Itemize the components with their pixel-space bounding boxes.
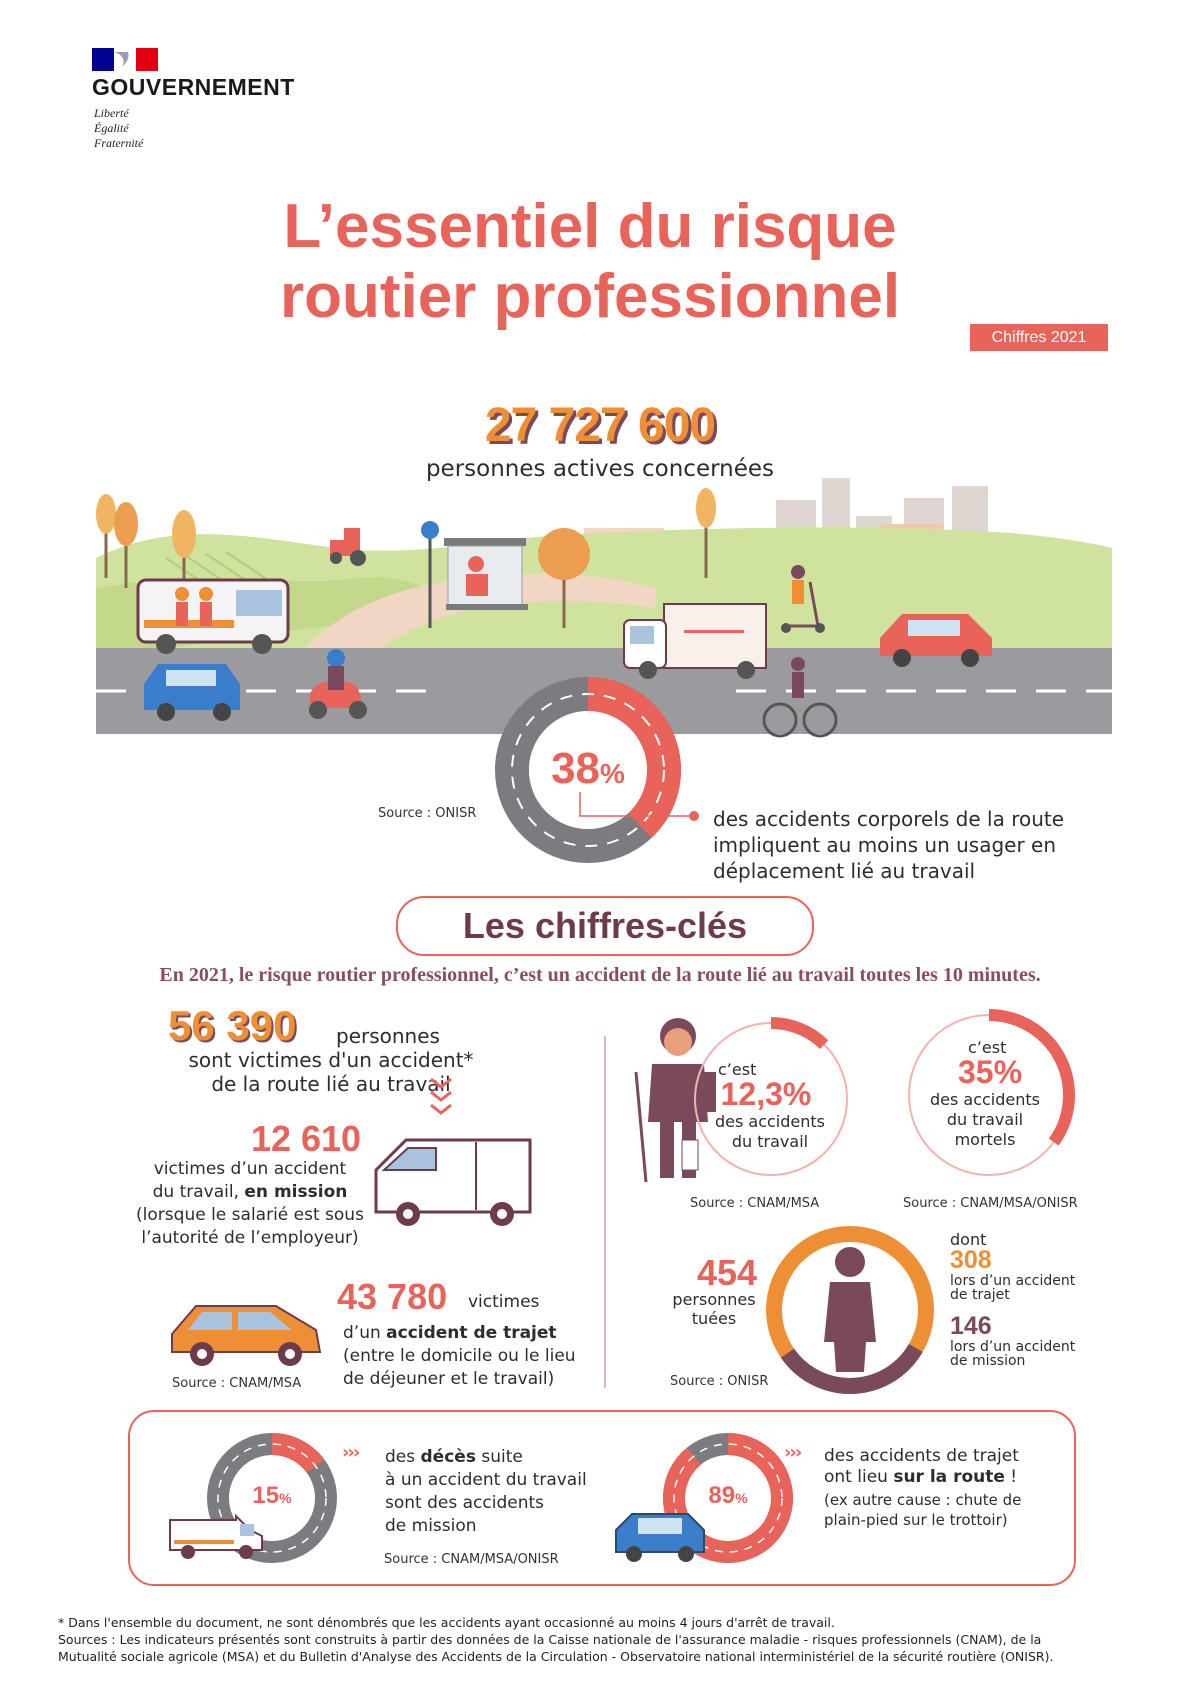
commute-line1-bold: accident de trajet <box>386 1323 557 1343</box>
mission-line2-bold: en mission <box>244 1182 348 1202</box>
deaths-mission-text <box>950 1340 1075 1368</box>
year-badge: Chiffres 2021 <box>970 324 1108 351</box>
mission-line2 <box>120 1181 380 1204</box>
work-van-icon <box>138 580 288 654</box>
mission-line3: (lorsque le salarié est sous <box>136 1205 364 1225</box>
t89-line2-post: ! <box>1004 1467 1018 1487</box>
t89-line1: des accidents de trajet <box>824 1446 1019 1466</box>
mission-line4: l’autorité de l’employeur) <box>141 1228 359 1248</box>
pct-89-text <box>824 1446 1064 1488</box>
t89-line3: (ex autre cause : chute de <box>824 1491 1022 1509</box>
pct-15-text <box>385 1446 605 1538</box>
stat-35-value: 35% <box>957 1054 1023 1090</box>
small-van-icon <box>166 1510 266 1562</box>
pct-15-sign: % <box>279 1490 292 1506</box>
deaths-mission-number: 146 <box>950 1312 992 1340</box>
pct-38-value: 38 <box>551 744 601 793</box>
t15-line4: de mission <box>385 1516 477 1536</box>
victims-line2: de la route lié au travail <box>211 1072 451 1096</box>
commute-line1-pre: d’un <box>343 1323 387 1343</box>
deaths-text <box>648 1290 780 1328</box>
pct-38-description <box>713 806 1113 884</box>
t15-line2: à un accident du travail <box>385 1470 587 1490</box>
commute-text-a: victimes <box>468 1292 540 1312</box>
pct-89-label <box>688 1482 768 1510</box>
mission-text <box>120 1158 380 1250</box>
mission-line2-pre: du travail, <box>152 1182 245 1202</box>
footnote <box>58 1614 1148 1665</box>
pct-89-value: 89 <box>708 1482 736 1509</box>
key-figures-intro: En 2021, le risque routier professionnel, c’est un accident de la route lié au travail toutes les 10 minutes. <box>159 964 1041 986</box>
pct-38-label <box>528 744 648 794</box>
deaths-mission-line1: lors d’un accident <box>950 1339 1076 1355</box>
deaths-commute-line2: de trajet <box>950 1287 1010 1303</box>
active-people-caption: personnes actives concernées <box>425 456 775 482</box>
source-cnam-msa-2: Source : CNAM/MSA <box>690 1196 820 1211</box>
arrows-15-icon: ››› <box>342 1442 359 1463</box>
marianne-logo <box>92 48 158 71</box>
active-people-number: 27 727 600 <box>484 399 716 452</box>
commute-text <box>343 1322 603 1391</box>
stat-35-prefix: c’est <box>968 1038 1007 1057</box>
pct-89-note <box>824 1490 1064 1530</box>
victims-number: 56 390 <box>168 1002 297 1049</box>
victims-text-a: personnes <box>336 1024 440 1048</box>
small-blue-car-icon <box>610 1508 710 1564</box>
commute-line2: (entre le domicile ou le lieu <box>343 1346 576 1366</box>
source-onisr-2: Source : ONISR <box>670 1374 769 1389</box>
source-cnam-msa-onisr: Source : CNAM/MSA/ONISR <box>903 1196 1078 1211</box>
commute-number: 43 780 <box>337 1276 448 1317</box>
column-divider <box>604 1036 606 1388</box>
t15-post: suite <box>475 1447 523 1467</box>
stat-12-text <box>700 1112 840 1152</box>
desc38-line3: déplacement lié au travail <box>713 859 976 883</box>
stat-12-prefix: c’est <box>718 1060 757 1079</box>
pct-38-sign: % <box>600 758 625 789</box>
footnote-line3: Mutualité sociale agricole (MSA) et du Bulletin d'Analyse des Accidents de la Circulation - Observatoire national interministériel de la sécurité routière (ONISR). <box>58 1649 1054 1664</box>
deaths-commute-text <box>950 1274 1075 1302</box>
t15-bold: décès <box>420 1447 476 1467</box>
person-silhouette-icon <box>824 1247 876 1372</box>
pct-15-value: 15 <box>252 1482 280 1509</box>
deaths-number: 454 <box>696 1252 758 1293</box>
t89-line2 <box>824 1467 1064 1488</box>
commute-line3: de déjeuner et le travail) <box>343 1369 555 1389</box>
deaths-line2: tuées <box>691 1309 737 1328</box>
desc38-line1: des accidents corporels de la route <box>713 807 1065 831</box>
motto-egalite: Égalité <box>94 121 129 135</box>
deaths-commute-line1: lors d’un accident <box>950 1273 1076 1289</box>
motto-liberte: Liberté <box>94 106 129 120</box>
pct-15-label <box>232 1482 312 1510</box>
deaths-commute-number: 308 <box>950 1246 992 1274</box>
title-line1: L’essentiel du risque <box>283 192 897 261</box>
key-figures-title: Les chiffres-clés <box>396 896 814 956</box>
title-line2: routier professionnel <box>279 262 901 331</box>
stat-12-value: 12,3% <box>720 1076 812 1112</box>
t15-line3: sont des accidents <box>385 1493 544 1513</box>
commute-line1 <box>343 1322 603 1345</box>
footnote-line2: Sources : Les indicateurs présentés sont construits à partir des données de la Caisse nationale de l'assurance maladie - risques professionnels (CNAM), de la <box>58 1632 1042 1647</box>
stat-35-line2: du travail <box>946 1110 1024 1129</box>
t89-line2-pre: ont lieu <box>824 1467 894 1487</box>
stat-12-line1: des accidents <box>714 1112 825 1131</box>
source-onisr: Source : ONISR <box>378 806 477 821</box>
stat-35-text <box>915 1090 1055 1150</box>
stat-35-line1: des accidents <box>929 1090 1040 1109</box>
orange-suv-icon <box>166 1296 326 1370</box>
t89-line4: plain-pied sur le trottoir) <box>824 1511 1008 1529</box>
victims-line1: sont victimes d'un accident* <box>188 1048 474 1072</box>
deaths-dont: dont <box>950 1230 987 1249</box>
deaths-ring-chart <box>762 1222 938 1398</box>
mission-number: 12 610 <box>250 1118 362 1159</box>
source-cnam-msa-onisr-2: Source : CNAM/MSA/ONISR <box>384 1552 559 1567</box>
page-title <box>0 192 1200 332</box>
white-van-icon <box>366 1130 538 1230</box>
chevrons-down-icon <box>428 1076 454 1120</box>
stat-35-line3: mortels <box>954 1130 1016 1149</box>
source-cnam-msa: Source : CNAM/MSA <box>172 1376 302 1391</box>
pct-89-sign: % <box>735 1490 748 1506</box>
t89-line2-bold: sur la route <box>893 1467 1005 1487</box>
motto-fraternite: Fraternité <box>94 136 144 150</box>
gov-name: GOUVERNEMENT <box>92 74 295 100</box>
stat-12-line2: du travail <box>731 1132 809 1151</box>
deaths-mission-line2: de mission <box>950 1353 1026 1369</box>
mission-line1: victimes d’un accident <box>153 1159 347 1179</box>
desc38-line2: impliquent au moins un usager en <box>713 833 1057 857</box>
t15-pre: des <box>385 1447 421 1467</box>
arrows-89-icon: ››› <box>784 1442 801 1463</box>
footnote-line1: * Dans l'ensemble du document, ne sont dénombrés que les accidents ayant occasionné au moins 4 jours d'arrêt de travail. <box>58 1615 835 1630</box>
deaths-line1: personnes <box>672 1290 756 1309</box>
pct-38-leader-line <box>578 790 702 826</box>
t15-line1 <box>385 1446 605 1469</box>
gov-motto <box>94 106 143 151</box>
